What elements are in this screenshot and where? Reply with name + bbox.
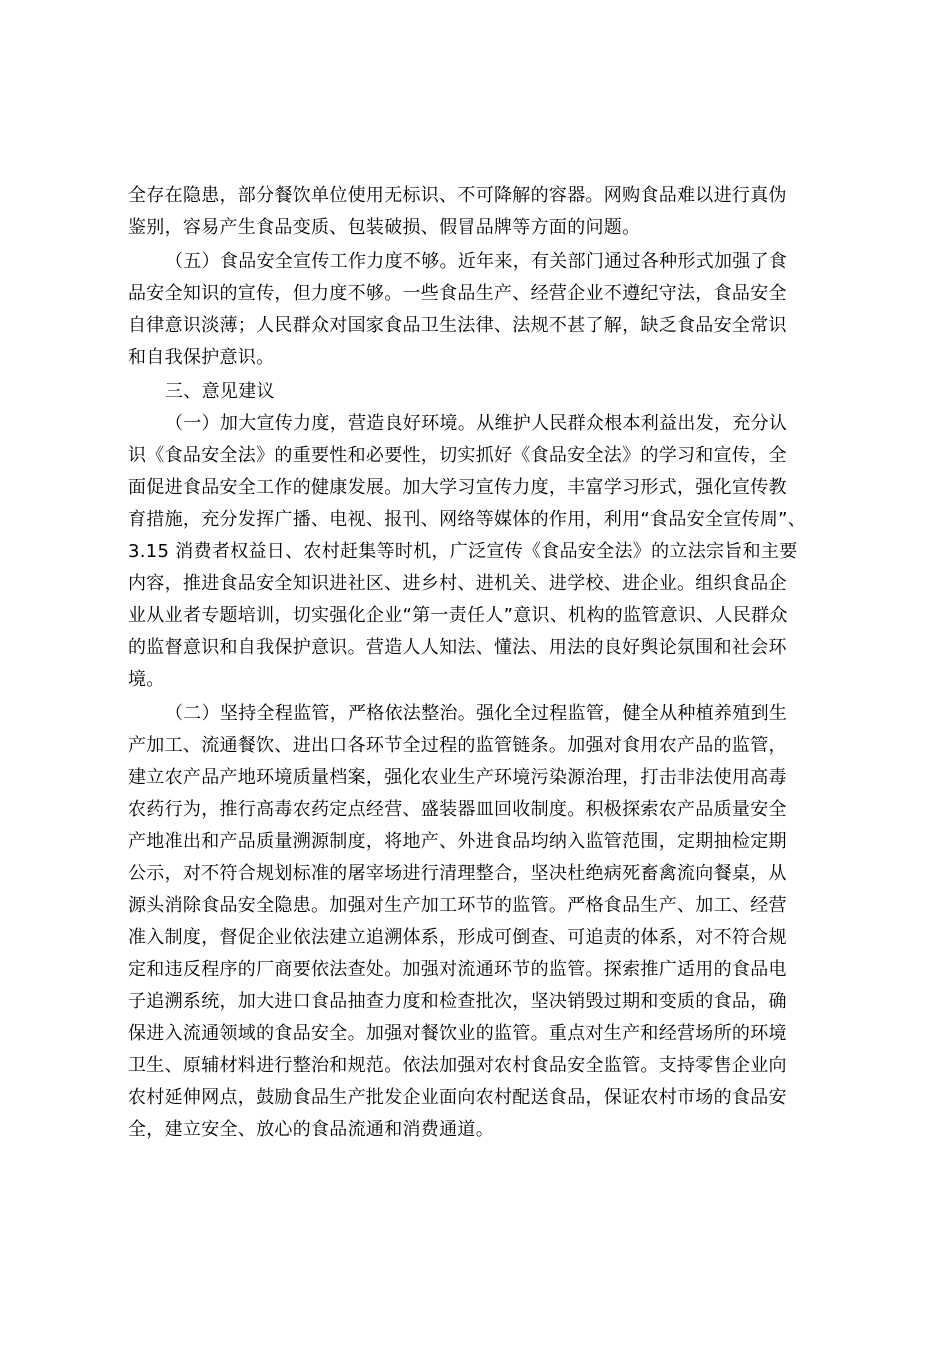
text-line: 和自我保护意识。 xyxy=(128,347,275,368)
text-line: 3.15 消费者权益日、农村赶集等时机，广泛宣传《食品安全法》的立法宗旨和主要 xyxy=(128,541,798,562)
text-line: 子追溯系统，加大进口食品抽查力度和检查批次，坚决销毁过期和变质的食品，确 xyxy=(128,991,787,1012)
text-line: 识《食品安全法》的重要性和必要性，切实抓好《食品安全法》的学习和宣传，全 xyxy=(128,445,787,466)
paragraph-two-heading: （二）坚持全程监管，严格依法整治。强化全过程监管，健全从种植养殖到生 xyxy=(165,703,788,724)
text-line: 农药行为，推行高毒农药定点经营、盛装器皿回收制度。积极探索农产品质量安全 xyxy=(128,799,787,820)
section-heading: 三、意见建议 xyxy=(165,381,275,402)
text-line: 的监督意识和自我保护意识。营造人人知法、懂法、用法的良好舆论氛围和社会环 xyxy=(128,637,787,658)
text-line: 产地准出和产品质量溯源制度，将地产、外进食品均纳入监管范围，定期抽检定期 xyxy=(128,831,787,852)
text-line: 自律意识淡薄；人民群众对国家食品卫生法律、法规不甚了解，缺乏食品安全常识 xyxy=(128,315,787,336)
text-line: 业从业者专题培训，切实强化企业“第一责任人”意识、机构的监管意识、人民群众 xyxy=(128,605,788,626)
text-line: 卫生、原辅材料进行整治和规范。依法加强对农村食品安全监管。支持零售企业向 xyxy=(128,1055,787,1076)
paragraph-one-heading: （一）加大宣传力度，营造良好环境。从维护人民群众根本利益出发，充分认 xyxy=(165,413,788,434)
text-line: 保进入流通领域的食品安全。加强对餐饮业的监管。重点对生产和经营场所的环境 xyxy=(128,1023,787,1044)
text-line: 公示，对不符合规划标准的屠宰场进行清理整合，坚决杜绝病死畜禽流向餐桌，从 xyxy=(128,863,787,884)
text-line: 全，建立安全、放心的食品流通和消费通道。 xyxy=(128,1119,494,1140)
text-line: 境。 xyxy=(128,669,165,690)
text-line: 育措施，充分发挥广播、电视、报刊、网络等媒体的作用，利用“食品安全宣传周”、 xyxy=(128,509,807,530)
text-line: 源头消除食品安全隐患。加强对生产加工环节的监管。严格食品生产、加工、经营 xyxy=(128,895,787,916)
text-line: 全存在隐患，部分餐饮单位使用无标识、不可降解的容器。网购食品难以进行真伪 xyxy=(128,185,787,206)
text-line: 农村延伸网点，鼓励食品生产批发企业面向农村配送食品，保证农村市场的食品安 xyxy=(128,1087,787,1108)
text-line: 品安全知识的宣传，但力度不够。一些食品生产、经营企业不遵纪守法，食品安全 xyxy=(128,283,787,304)
paragraph-five-heading: （五）食品安全宣传工作力度不够。近年来，有关部门通过各种形式加强了食 xyxy=(165,251,788,272)
text-line: 准入制度，督促企业依法建立追溯体系，形成可倒查、可追责的体系，对不符合规 xyxy=(128,927,787,948)
text-line: 面促进食品安全工作的健康发展。加大学习宣传力度，丰富学习形式，强化宣传教 xyxy=(128,477,787,498)
text-line: 产加工、流通餐饮、进出口各环节全过程的监管链条。加强对食用农产品的监管， xyxy=(128,735,787,756)
text-line: 鉴别，容易产生食品变质、包装破损、假冒品牌等方面的问题。 xyxy=(128,217,641,238)
text-line: 定和违反程序的厂商要依法查处。加强对流通环节的监管。探索推广适用的食品电 xyxy=(128,959,787,980)
text-line: 建立农产品产地环境质量档案，强化农业生产环境污染源治理，打击非法使用高毒 xyxy=(128,767,787,788)
text-line: 内容，推进食品安全知识进社区、进乡村、进机关、进学校、进企业。组织食品企 xyxy=(128,573,787,594)
